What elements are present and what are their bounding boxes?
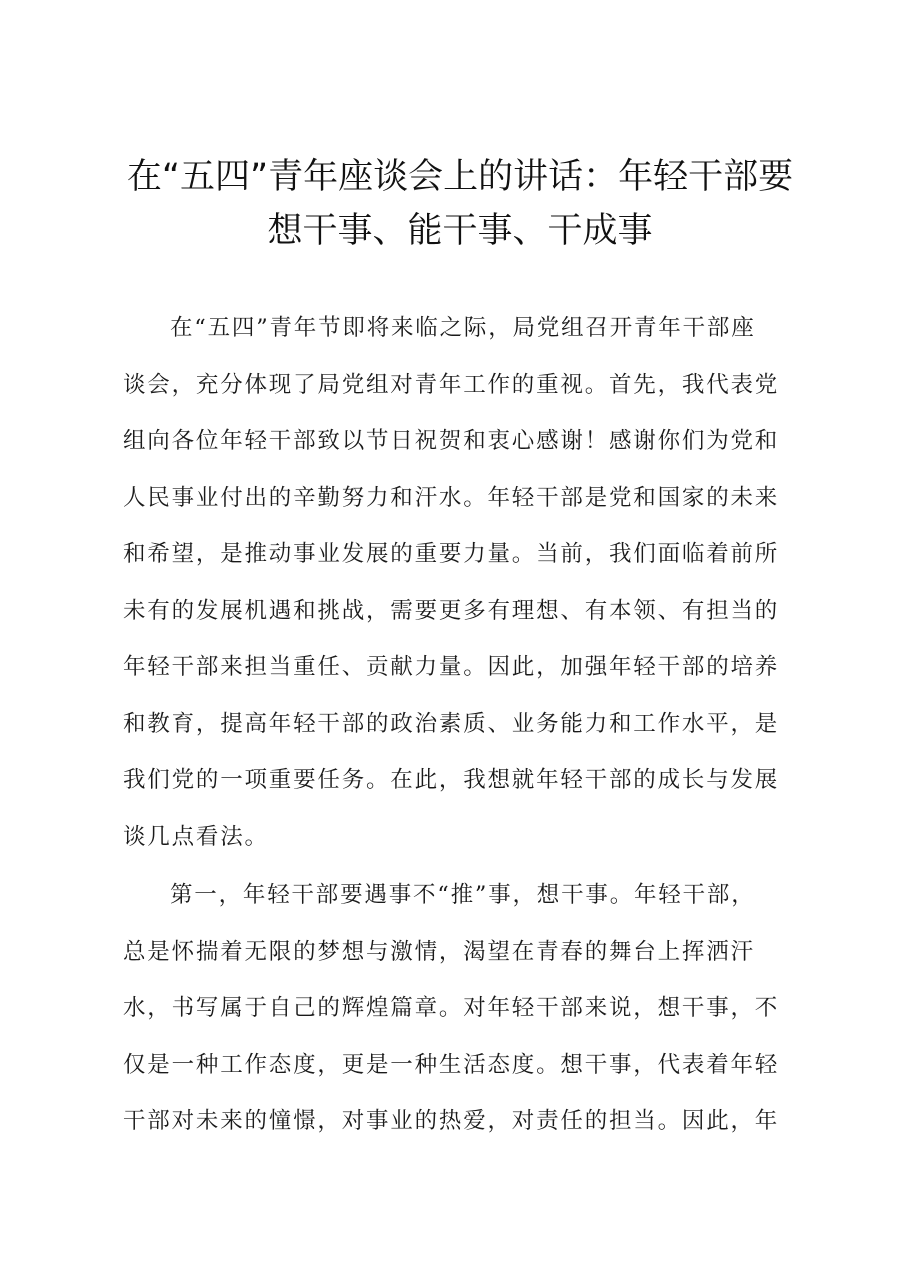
title-line-2: 想干事、能干事、干成事 bbox=[267, 211, 653, 251]
text-line: 仅是一种工作态度，更是一种生活态度。想干事，代表着年轻 bbox=[123, 1051, 780, 1078]
text-line: 我们党的一项重要任务。在此，我想就年轻干部的成长与发展 bbox=[123, 767, 780, 793]
title-line-1: 在“五四”青年座谈会上的讲话：年轻干部要 bbox=[126, 157, 794, 197]
text-line: 第一，年轻干部要遇事不“推”事，想干事。年轻干部， bbox=[170, 882, 756, 908]
paragraph-first-point bbox=[123, 867, 791, 1150]
text-line: 和希望，是推动事业发展的重要力量。当前，我们面临着前所 bbox=[123, 541, 780, 567]
text-line: 人民事业付出的辛勤努力和汗水。年轻干部是党和国家的未来 bbox=[123, 484, 780, 511]
document-body bbox=[123, 300, 791, 1150]
text-line: 水，书写属于自己的辉煌篇章。对年轻干部来说，想干事，不 bbox=[123, 995, 780, 1021]
text-line: 和教育，提高年轻干部的政治素质、业务能力和工作水平，是 bbox=[123, 710, 780, 737]
text-line: 未有的发展机遇和挑战，需要更多有理想、有本领、有担当的 bbox=[123, 597, 780, 624]
text-line: 干部对未来的憧憬，对事业的热爱，对责任的担当。因此，年 bbox=[123, 1108, 780, 1134]
text-line: 年轻干部来担当重任、贡献力量。因此，加强年轻干部的培养 bbox=[123, 654, 780, 680]
page-title bbox=[100, 150, 820, 258]
text-line: 谈几点看法。 bbox=[123, 823, 269, 850]
paragraph-intro bbox=[123, 300, 791, 865]
text-line: 总是怀揣着无限的梦想与激情，渴望在青春的舞台上挥洒汗 bbox=[123, 938, 755, 965]
text-line: 谈会，充分体现了局党组对青年工作的重视。首先，我代表党 bbox=[123, 371, 780, 398]
text-line: 组向各位年轻干部致以节日祝贺和衷心感谢！感谢你们为党和 bbox=[123, 428, 780, 454]
text-line: 在“五四”青年节即将来临之际，局党组召开青年干部座 bbox=[170, 315, 756, 341]
